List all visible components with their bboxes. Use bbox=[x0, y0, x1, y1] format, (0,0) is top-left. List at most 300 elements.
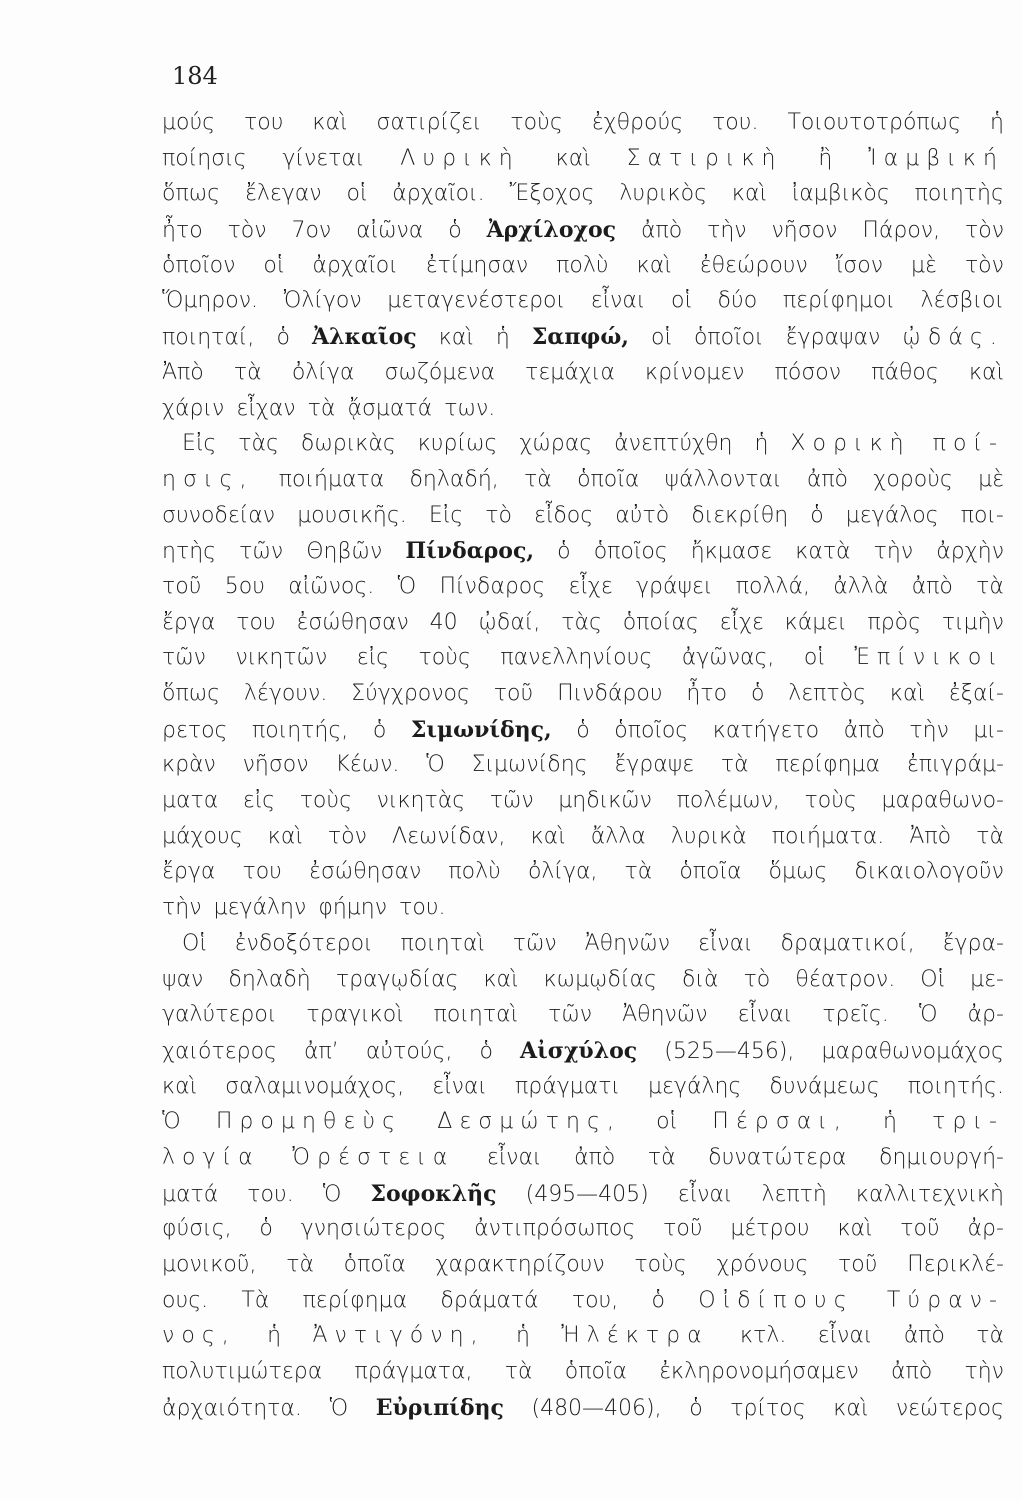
spaced-word: Λυρικὴ bbox=[400, 145, 520, 171]
word: ἴσον bbox=[835, 252, 883, 278]
spaced-word: ᾠδάς. bbox=[902, 325, 1004, 351]
word: τὸν bbox=[227, 218, 267, 244]
word: τρεῖς. bbox=[822, 1002, 889, 1028]
word: ἀπὸ bbox=[806, 466, 849, 492]
word: δύο bbox=[717, 288, 758, 314]
word: ᾠδαί, bbox=[478, 609, 541, 635]
text-line bbox=[162, 717, 1004, 753]
word: ἀπὸ bbox=[843, 717, 885, 743]
word: σωζόμενα bbox=[384, 359, 495, 385]
word: Περικλέ- bbox=[907, 1252, 1004, 1277]
word: τῶν bbox=[489, 788, 534, 814]
word: ὁποῖοι bbox=[693, 325, 764, 351]
word: εἰς bbox=[356, 645, 390, 671]
word: πολυτιμώτερα bbox=[162, 1359, 323, 1385]
page-number: 184 bbox=[172, 62, 218, 90]
word: νῆσον bbox=[242, 752, 309, 778]
word: τοὺς bbox=[634, 1252, 687, 1277]
spaced-word: Ἐπίνικοι bbox=[854, 645, 1004, 671]
word: του. bbox=[712, 110, 759, 135]
text-line bbox=[162, 895, 1004, 931]
word: ἡ bbox=[515, 1323, 530, 1349]
spaced-word: Χορικὴ bbox=[790, 431, 911, 457]
word: Κέων. bbox=[335, 752, 400, 778]
word: οἱ bbox=[803, 645, 825, 671]
word: ἀπὸ bbox=[891, 1359, 933, 1385]
word: κυρίως bbox=[417, 431, 498, 457]
word: (495—405) bbox=[525, 1181, 649, 1207]
word: μάχους bbox=[162, 823, 243, 849]
word: οἱ bbox=[346, 181, 368, 207]
word: ἡ bbox=[754, 431, 769, 457]
word: ἀρ- bbox=[967, 1002, 1004, 1028]
word: τραγικοὶ bbox=[306, 1002, 404, 1028]
word: εἶναι bbox=[737, 1002, 793, 1028]
word: οἱ bbox=[670, 288, 692, 314]
word: ἀνεπτύχθη bbox=[614, 431, 733, 457]
word: ποίησις bbox=[162, 145, 247, 171]
word: ἡ bbox=[495, 325, 510, 351]
word: κάμει bbox=[784, 609, 847, 635]
word: καὶ bbox=[162, 1073, 198, 1099]
word: Τὰ bbox=[241, 1287, 270, 1313]
spaced-word: Ἰαμβική bbox=[868, 145, 1004, 171]
word: λεπτὸς bbox=[788, 681, 867, 706]
word: ἄλλα bbox=[590, 823, 646, 849]
word: τρίτος bbox=[730, 1395, 806, 1421]
word: ὅπως bbox=[162, 681, 221, 706]
word: πολέμων, bbox=[676, 788, 780, 814]
word: καὶ bbox=[483, 966, 519, 992]
word: δράματά bbox=[440, 1287, 539, 1313]
word: του, bbox=[571, 1287, 619, 1313]
text-line bbox=[162, 146, 1004, 182]
word: ἀρχαῖοι bbox=[312, 252, 398, 278]
text-line bbox=[162, 396, 1004, 432]
spaced-word: ποί- bbox=[932, 431, 1004, 457]
word: ἀρχαιότητα. bbox=[162, 1395, 302, 1421]
word: ἐθεώρουν bbox=[699, 252, 808, 278]
word: νικητὰς bbox=[376, 788, 466, 814]
word: ποιητής, bbox=[252, 717, 349, 743]
word: μηδικῶν bbox=[558, 788, 652, 814]
word: πολὺ bbox=[448, 859, 501, 885]
word: τοὺς bbox=[510, 110, 563, 135]
word: 7ον bbox=[291, 218, 332, 244]
word: τὰ bbox=[976, 573, 1004, 599]
word: ητὴς bbox=[162, 539, 217, 565]
text-line bbox=[162, 1288, 1004, 1324]
word: περίφημα bbox=[302, 1287, 408, 1313]
word: τῶν bbox=[239, 539, 284, 565]
word: ἦτο bbox=[686, 681, 728, 706]
word: ἐνδοξότεροι bbox=[234, 930, 373, 956]
word: ἐσώθησαν bbox=[296, 609, 409, 635]
word: ὁ bbox=[810, 502, 824, 528]
word: δυνατώτερα bbox=[708, 1144, 847, 1170]
word: καὶ bbox=[837, 1216, 873, 1242]
word: χώρας bbox=[519, 431, 593, 457]
word: τὰ bbox=[624, 859, 653, 885]
text-line bbox=[162, 253, 1004, 289]
word: τοὺς bbox=[299, 788, 353, 814]
word: ὁ bbox=[750, 681, 765, 706]
text-line bbox=[162, 1323, 1004, 1359]
word: ὁποῖα bbox=[679, 859, 742, 885]
word: δηλαδὴ bbox=[228, 966, 311, 992]
word: καὶ bbox=[555, 145, 591, 171]
word: Εἰς bbox=[182, 431, 217, 457]
text-line bbox=[162, 574, 1004, 610]
word: Τοιουτοτρόπως bbox=[787, 110, 961, 135]
word: τεμάχια bbox=[525, 359, 615, 385]
spaced-word: τρι- bbox=[932, 1109, 1004, 1135]
word: ἀπὸ bbox=[911, 573, 953, 599]
word: Ἀθηνῶν bbox=[622, 1002, 708, 1028]
word: τὸν bbox=[964, 218, 1004, 244]
word: των. bbox=[444, 395, 496, 421]
spaced-word: Σατιρικὴ bbox=[626, 145, 783, 171]
word: Σύγχρονος bbox=[351, 681, 470, 706]
word: χάριν bbox=[162, 395, 225, 421]
word: ἀπὸ bbox=[574, 1144, 616, 1170]
bold-name: Εὐριπίδης bbox=[375, 1394, 504, 1421]
word: Ὁ bbox=[397, 573, 417, 599]
word: μαραθωνομάχος bbox=[821, 1038, 1004, 1064]
word: τὰ bbox=[233, 359, 262, 385]
word: πράγματι bbox=[514, 1073, 620, 1099]
word: λεπτὴ bbox=[761, 1181, 827, 1207]
word: φύσις, bbox=[162, 1216, 232, 1242]
word: Λεωνίδαν, bbox=[392, 823, 506, 849]
word: ὁποίας bbox=[622, 609, 699, 635]
word: τοῦ bbox=[837, 1252, 878, 1277]
spaced-word: Προμηθεὺς bbox=[215, 1109, 403, 1135]
word: ἰαμβικὸς bbox=[791, 181, 890, 207]
word: κτλ. bbox=[740, 1323, 787, 1349]
word: ποιηταὶ bbox=[433, 1002, 519, 1028]
word: γαλύτεροι bbox=[162, 1002, 277, 1028]
text-line bbox=[162, 1109, 1004, 1145]
word: εἶχε bbox=[568, 573, 613, 599]
word: ἔλεγαν bbox=[244, 181, 322, 207]
word: ἔγραψαν bbox=[785, 325, 881, 351]
spaced-word: Πέρσαι, bbox=[712, 1109, 848, 1135]
word: περίφημα bbox=[775, 752, 881, 778]
text-line bbox=[162, 538, 1004, 574]
word: γράψει bbox=[636, 573, 713, 599]
word: δημιουργή- bbox=[878, 1144, 1004, 1170]
word: οἱ bbox=[656, 1109, 678, 1135]
text-line bbox=[162, 967, 1004, 1003]
word: του bbox=[242, 859, 282, 885]
word: ἀπὸ bbox=[640, 218, 683, 244]
word: του bbox=[244, 110, 284, 135]
text-line bbox=[162, 645, 1004, 681]
word: καὶ bbox=[438, 325, 474, 351]
word: ματά bbox=[162, 1181, 219, 1207]
word: Ὅμηρον. bbox=[162, 288, 258, 314]
word: ὀλίγα, bbox=[527, 859, 598, 885]
word: ἔγρα- bbox=[942, 930, 1004, 956]
word: ἐσώθησαν bbox=[308, 859, 422, 885]
word: με- bbox=[970, 966, 1004, 992]
word: ἡ bbox=[989, 110, 1004, 135]
word: εἶναι bbox=[590, 288, 646, 314]
spaced-word: Οἰδίπους bbox=[698, 1287, 854, 1313]
word: κρίνομεν bbox=[645, 359, 745, 385]
word: μι- bbox=[973, 717, 1004, 743]
bold-name: Σιμωνίδης, bbox=[410, 716, 552, 743]
word: νικητῶν bbox=[235, 645, 328, 671]
word: ὁ bbox=[259, 1216, 273, 1242]
word: ὁ bbox=[651, 1287, 665, 1313]
text-line bbox=[162, 681, 1004, 717]
word: ἐχθρούς bbox=[591, 110, 684, 135]
word: δραματικοί, bbox=[780, 930, 915, 956]
word: πολὺ bbox=[556, 252, 609, 278]
word: φήμην bbox=[318, 895, 388, 921]
word: ἔργα bbox=[162, 859, 216, 885]
word: ἀρχαῖοι. bbox=[392, 181, 485, 207]
word: δυνάμεως bbox=[769, 1073, 880, 1099]
word: τὰ bbox=[647, 1144, 676, 1170]
word: εἶχε bbox=[719, 609, 764, 635]
word: ποιητὴς bbox=[914, 181, 1004, 207]
word: λυρικὸς bbox=[619, 181, 707, 207]
word: θέατρον. bbox=[795, 966, 896, 992]
text-line bbox=[162, 1216, 1004, 1252]
word: ὁ bbox=[448, 218, 462, 244]
word: (525—456), bbox=[664, 1038, 795, 1064]
word: χαρακτηρίζουν bbox=[435, 1252, 605, 1277]
word: κρὰν bbox=[162, 752, 216, 778]
word: ψάλλονται bbox=[664, 466, 782, 492]
word: Ὁ bbox=[918, 1002, 938, 1028]
word: οἱ bbox=[651, 325, 672, 351]
word: ποιήματα. bbox=[771, 823, 885, 849]
bold-name: Πίνδαρος, bbox=[405, 538, 535, 565]
word: διεκρίθη bbox=[691, 502, 789, 528]
bold-name: Σοφοκλῆς bbox=[370, 1180, 497, 1207]
word: ους. bbox=[162, 1287, 209, 1313]
word: μὲ bbox=[978, 466, 1004, 492]
word: ἀλλὰ bbox=[833, 573, 889, 599]
word: γνησιώτερος bbox=[300, 1216, 447, 1242]
word: ψαν bbox=[162, 966, 204, 992]
word: ματα bbox=[162, 788, 219, 814]
word: τοῦ bbox=[663, 1216, 703, 1242]
word: τοῦ bbox=[493, 681, 534, 706]
word: τῶν bbox=[162, 645, 206, 671]
word: ρετος bbox=[162, 717, 228, 743]
word: ποιηταὶ bbox=[400, 930, 485, 956]
word: λυρικὰ bbox=[670, 823, 747, 849]
word: καὶ bbox=[731, 181, 767, 207]
word: ὁ bbox=[557, 539, 571, 565]
text-line bbox=[162, 181, 1004, 217]
spaced-word: νος, bbox=[162, 1323, 236, 1349]
word: τὴν bbox=[162, 895, 202, 921]
word: Ἀπὸ bbox=[909, 823, 952, 849]
word: περίφημοι bbox=[782, 288, 895, 314]
word: ὁποῖα bbox=[343, 1252, 406, 1277]
text-line bbox=[162, 752, 1004, 788]
word: ποιηταί, bbox=[162, 325, 255, 351]
word: εἶναι bbox=[486, 1144, 542, 1170]
word: ἐκληρονομήσαμεν bbox=[659, 1359, 859, 1385]
word: πολλά, bbox=[735, 573, 810, 599]
word: τοῦ bbox=[900, 1216, 940, 1242]
word: τιμὴν bbox=[941, 609, 1004, 635]
word: διὰ bbox=[681, 966, 719, 992]
text-line bbox=[162, 1002, 1004, 1038]
word: αὐτούς, bbox=[365, 1038, 453, 1064]
text-line bbox=[162, 431, 1004, 467]
word: ἀπ’ bbox=[304, 1038, 339, 1064]
word: τὰ bbox=[720, 752, 749, 778]
word: δικαιολογοῦν bbox=[854, 859, 1004, 885]
word: Ὁ bbox=[426, 752, 445, 778]
text-line bbox=[162, 360, 1004, 396]
word: τὰ bbox=[524, 466, 552, 492]
text-line bbox=[162, 503, 1004, 539]
word: εἶναι bbox=[432, 1073, 487, 1099]
text-line bbox=[162, 324, 1004, 360]
word: ὁ bbox=[576, 717, 590, 743]
word: νεώτερος bbox=[895, 1395, 1004, 1421]
word: χαιότερος bbox=[162, 1038, 277, 1064]
word: ἀντιπρόσωπος bbox=[474, 1216, 636, 1242]
word: κατὰ bbox=[795, 539, 851, 565]
word: κωμῳδίας bbox=[543, 966, 657, 992]
word: Ἀπὸ bbox=[162, 359, 204, 385]
word: Ὀλίγον bbox=[283, 288, 362, 314]
text-line bbox=[162, 824, 1004, 860]
word: οἱ bbox=[263, 252, 285, 278]
body-text bbox=[162, 110, 1004, 1430]
word: πράγματα, bbox=[354, 1359, 473, 1385]
word: ἔργα bbox=[162, 609, 216, 635]
bold-name: Ἀρχίλοχος bbox=[486, 217, 617, 244]
word: μεταγενέστεροι bbox=[387, 288, 566, 314]
word: τὸ bbox=[743, 966, 771, 992]
word: του. bbox=[399, 895, 446, 921]
word: εἶναι bbox=[697, 930, 753, 956]
word: τῶν bbox=[512, 930, 557, 956]
spaced-word: Ἀντιγόνη, bbox=[312, 1323, 485, 1349]
word: αἰῶνα bbox=[356, 218, 424, 244]
word: καὶ bbox=[889, 681, 925, 706]
word: ποιήματα bbox=[278, 466, 385, 492]
word: Οἱ bbox=[920, 966, 946, 992]
text-line bbox=[162, 217, 1004, 253]
word: Πίνδαρος bbox=[439, 573, 546, 599]
word: τῶν bbox=[548, 1002, 593, 1028]
word: νῆσον bbox=[771, 218, 838, 244]
word: εἶδος bbox=[534, 502, 594, 528]
word: Ὁ bbox=[329, 1395, 349, 1421]
word: συνοδείαν bbox=[162, 502, 276, 528]
word: ἐξαί- bbox=[948, 681, 1004, 706]
bold-name: Σαπφώ, bbox=[531, 324, 629, 351]
word: μεγάλης bbox=[648, 1073, 742, 1099]
word: τὸ bbox=[485, 502, 512, 528]
word: καὶ bbox=[968, 359, 1004, 385]
word: ἔγραψε bbox=[614, 752, 695, 778]
word: ἤκμασε bbox=[690, 539, 773, 565]
word: ἦτο bbox=[162, 218, 203, 244]
word: ὅμως bbox=[768, 859, 828, 885]
word: αὐτὸ bbox=[615, 502, 670, 528]
word: εἰς bbox=[242, 788, 276, 814]
word: χοροὺς bbox=[873, 466, 953, 492]
word: ὁ bbox=[276, 325, 290, 351]
word: ἀγῶνας, bbox=[681, 645, 775, 671]
word: κατήγετο bbox=[712, 717, 820, 743]
text-line bbox=[162, 1145, 1004, 1181]
spaced-word: Ἠλέκτρα bbox=[561, 1323, 709, 1349]
bold-name: Αἰσχύλος bbox=[520, 1037, 638, 1064]
word: ἀπὸ bbox=[903, 1323, 945, 1349]
word: του. bbox=[247, 1181, 294, 1207]
spaced-word: Τύραν- bbox=[886, 1287, 1004, 1313]
word: ὁ bbox=[479, 1038, 493, 1064]
word: μονικοῦ, bbox=[162, 1252, 257, 1277]
word: ἀρχὴν bbox=[936, 539, 1004, 565]
spaced-word: λογία bbox=[162, 1144, 260, 1170]
text-line bbox=[162, 931, 1004, 967]
word: τὰς bbox=[561, 609, 602, 635]
word: ποιητής. bbox=[907, 1073, 1004, 1099]
word: τὸν bbox=[327, 823, 367, 849]
text-line bbox=[162, 610, 1004, 646]
word: πρὸς bbox=[867, 609, 922, 635]
word: ποι- bbox=[960, 502, 1004, 528]
word: ᾄσματά bbox=[347, 395, 433, 421]
word: λέσβιοι bbox=[920, 288, 1004, 314]
word: καὶ bbox=[267, 823, 303, 849]
word: μουσικῆς. bbox=[297, 502, 407, 528]
text-line bbox=[162, 110, 1004, 146]
text-line bbox=[162, 1252, 1004, 1288]
word: τὴν bbox=[707, 218, 747, 244]
word: 5ου bbox=[224, 573, 265, 599]
word: πάθος bbox=[871, 359, 939, 385]
word: εἶχαν bbox=[236, 395, 296, 421]
word: τοὺς bbox=[418, 645, 471, 671]
word: καὶ bbox=[636, 252, 672, 278]
spaced-word: Ὀρέστεια bbox=[292, 1144, 455, 1170]
word: τὴν bbox=[909, 717, 949, 743]
word: εἶναι bbox=[817, 1323, 873, 1349]
text-line bbox=[162, 788, 1004, 824]
word: Θηβῶν bbox=[306, 539, 383, 565]
word: μαραθωνο- bbox=[881, 788, 1004, 814]
word: ὁ bbox=[689, 1395, 703, 1421]
word: καὶ bbox=[833, 1395, 869, 1421]
word: Ἔξοχος bbox=[509, 181, 595, 207]
word: λέγουν. bbox=[243, 681, 328, 706]
word: ἐτίμησαν bbox=[425, 252, 529, 278]
word: τὸν bbox=[964, 252, 1004, 278]
word: Σιμωνίδης bbox=[471, 752, 588, 778]
word: τὴν bbox=[964, 1359, 1004, 1385]
word: ἐπιγράμ- bbox=[906, 752, 1004, 778]
word: Ὁ bbox=[162, 1109, 181, 1135]
spaced-word: Δεσμώτης, bbox=[437, 1109, 622, 1135]
text-line bbox=[162, 467, 1004, 503]
